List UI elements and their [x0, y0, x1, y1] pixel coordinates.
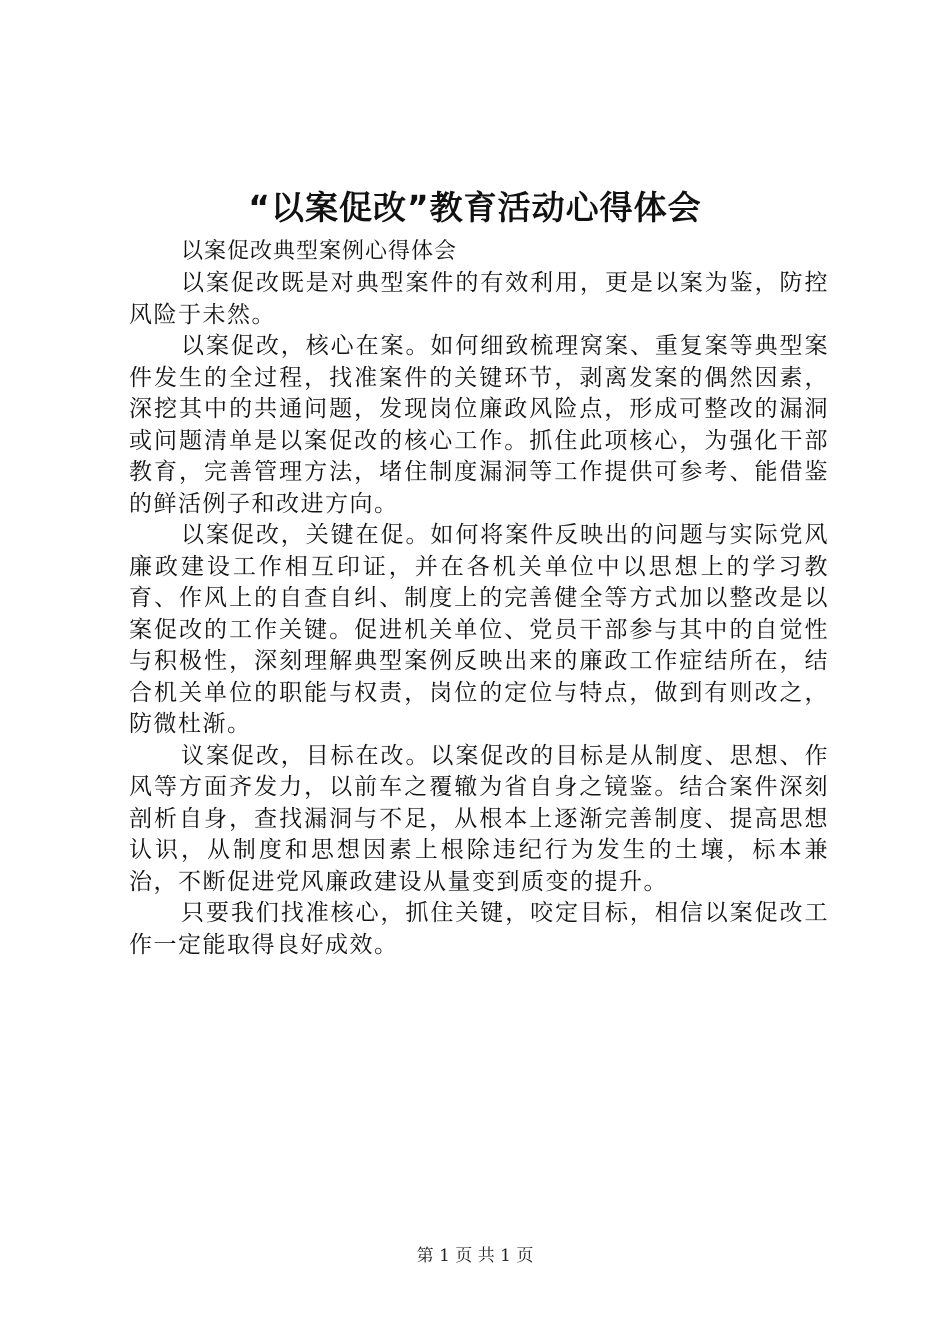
paragraph-2: 以案促改，核心在案。如何细致梳理窝案、重复案等典型案件发生的全过程，找准案件的关键环节，剥离发案的偶然因素，深挖其中的共通问题，发现岗位廉政风险点，形成可整改的漏洞或问题清单是以案促改的核心工作。抓住此项核心，为强化干部教育，完善管理方法，堵住制度漏洞等工作提供可参考、能借鉴的鲜活例子和改进方向。 — [129, 333, 829, 517]
paragraph-4: 议案促改，目标在改。以案促改的目标是从制度、思想、作风等方面齐发力，以前车之覆辙为省自身之镜鉴。结合案件深刻剖析自身，查找漏洞与不足，从根本上逐渐完善制度、提高思想认识，从制度和思想因素上根除违纪行为发生的土壤，标本兼治，不断促进党风廉政建设从量变到质变的提升。 — [129, 742, 829, 895]
paragraph-5: 只要我们找准核心，抓住关键，咬定目标，相信以案促改工作一定能取得良好成效。 — [129, 900, 829, 958]
page-footer: 第 1 页 共 1 页 — [416, 1246, 534, 1266]
paragraph-3: 以案促改，关键在促。如何将案件反映出的问题与实际党风廉政建设工作相互印证，并在各机关单位中以思想上的学习教育、作风上的自查自纠、制度上的完善健全等方式加以整改是以案促改的工作关键。促进机关单位、党员干部参与其中的自觉性与积极性，深刻理解典型案例反映出来的廉政工作症结所在，结合机关单位的职能与权责，岗位的定位与特点，做到有则改之，防微杜渐。 — [129, 522, 829, 737]
document-subtitle: 以案促改典型案例心得体会 — [181, 239, 458, 264]
document-title: “以案促改”教育活动心得体会 — [248, 188, 702, 227]
document-body — [129, 236, 829, 961]
paragraph-1: 以案促改既是对典型案件的有效利用，更是以案为鉴，防控风险于未然。 — [129, 270, 829, 328]
